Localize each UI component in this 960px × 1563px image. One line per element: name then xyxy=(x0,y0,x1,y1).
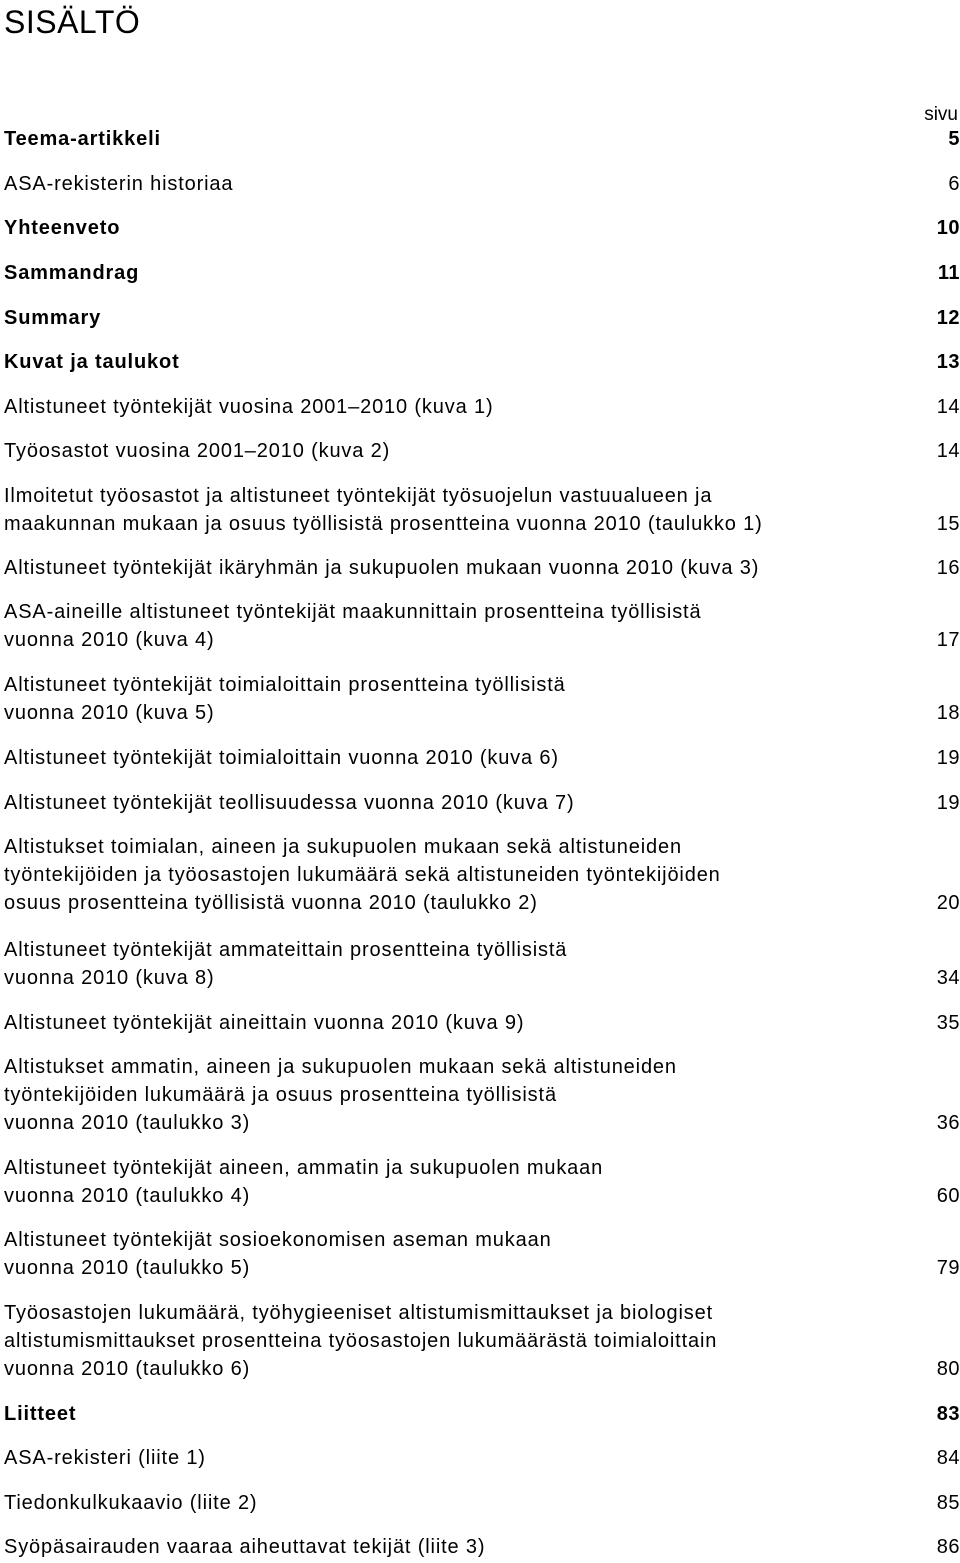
toc-entry xyxy=(4,125,960,153)
toc-entry-title: ASA-rekisteri (liite 1) xyxy=(4,1447,206,1469)
toc-entry xyxy=(4,1489,960,1517)
toc-entry-title: Sammandrag xyxy=(4,262,140,284)
toc-entry-title: Altistuneet työntekijät aineen, ammatin ja sukupuolen mukaan vuonna 2010 (taulukko 4) xyxy=(4,1157,604,1207)
toc-entry-page-number: 5 xyxy=(948,128,960,150)
toc-entry-title: Ilmoitetut työosastot ja altistuneet työntekijät työsuojelun vastuualueen ja maakunnan mukaan ja osuus työllisistä prosentteina vuonna 2010 (taulukko 1) xyxy=(4,485,763,535)
toc-entry-page-number: 79 xyxy=(936,1257,960,1279)
toc-entry xyxy=(4,671,960,727)
toc-entry-page-number: 11 xyxy=(937,262,960,284)
page-column-label: sivu xyxy=(924,104,958,125)
toc-entry-page-number: 34 xyxy=(936,967,960,989)
toc-entry xyxy=(4,789,960,817)
toc-entry xyxy=(4,598,960,654)
toc-entry xyxy=(4,1009,960,1037)
toc-entry-page-number: 17 xyxy=(936,629,960,651)
toc-entry-page-number: 10 xyxy=(936,217,960,239)
toc-entry-page-number: 83 xyxy=(936,1403,960,1425)
toc-entry-title: ASA-rekisterin historiaa xyxy=(4,173,234,195)
toc-entry-page-number: 35 xyxy=(936,1012,960,1034)
toc-entry xyxy=(4,833,960,917)
page-title: SISÄLTÖ xyxy=(4,4,141,40)
toc-entry-page-number: 19 xyxy=(936,792,960,814)
toc-entry-page-number: 80 xyxy=(936,1358,960,1380)
toc-entry-title: Yhteenveto xyxy=(4,217,121,239)
toc-entry-title: Työosastojen lukumäärä, työhygieeniset altistumismittaukset ja biologiset altistumismittaukset prosentteina työosastojen lukumäärästä toimialoittain vuonna 2010 (taulukko 6) xyxy=(4,1302,718,1380)
toc-entry-title: Liitteet xyxy=(4,1403,77,1425)
toc-entry xyxy=(4,1299,960,1383)
toc-entry-page-number: 20 xyxy=(936,892,960,914)
toc-entry xyxy=(4,393,960,421)
toc-entry-page-number: 18 xyxy=(936,702,960,724)
toc-entry-title: Tiedonkulkukaavio (liite 2) xyxy=(4,1492,258,1514)
toc-entry-title: ASA-aineille altistuneet työntekijät maakunnittain prosentteina työllisistä vuonna 2010 (kuva 4) xyxy=(4,601,702,651)
toc-entry-page-number: 16 xyxy=(936,557,960,579)
toc-entry-page-number: 84 xyxy=(936,1447,960,1469)
toc-entry-title: Syöpäsairauden vaaraa aiheuttavat tekijät (liite 3) xyxy=(4,1536,486,1558)
toc-entry-title: Altistuneet työntekijät aineittain vuonna 2010 (kuva 9) xyxy=(4,1012,525,1034)
toc-entry-title: Altistukset ammatin, aineen ja sukupuolen mukaan sekä altistuneiden työntekijöiden lukumäärä ja osuus prosentteina työllisistä vuonna 2010 (taulukko 3) xyxy=(4,1056,677,1134)
toc-entry xyxy=(4,1053,960,1137)
toc-entry-title: Altistuneet työntekijät teollisuudessa vuonna 2010 (kuva 7) xyxy=(4,792,575,814)
toc-entry xyxy=(4,1226,960,1282)
toc-entry xyxy=(4,170,960,198)
toc-entry-page-number: 12 xyxy=(936,307,960,329)
toc-entry xyxy=(4,1444,960,1472)
toc-entry-page-number: 19 xyxy=(936,747,960,769)
toc-entry-title: Altistuneet työntekijät ammateittain prosentteina työllisistä vuonna 2010 (kuva 8) xyxy=(4,939,568,989)
toc-entry-page-number: 14 xyxy=(936,396,960,418)
toc-entry-title: Altistuneet työntekijät sosioekonomisen aseman mukaan vuonna 2010 (taulukko 5) xyxy=(4,1229,552,1279)
toc-entry xyxy=(4,348,960,376)
toc-entry-page-number: 36 xyxy=(936,1112,960,1134)
toc-entry-page-number: 13 xyxy=(936,351,960,373)
toc-entry-page-number: 85 xyxy=(936,1492,960,1514)
toc-entry-title: Altistuneet työntekijät ikäryhmän ja sukupuolen mukaan vuonna 2010 (kuva 3) xyxy=(4,557,760,579)
toc-entry xyxy=(4,259,960,287)
toc-entry-page-number: 6 xyxy=(948,173,960,195)
toc-entry xyxy=(4,744,960,772)
toc-entry-page-number: 14 xyxy=(936,440,960,462)
toc-entry-title: Altistuneet työntekijät toimialoittain vuonna 2010 (kuva 6) xyxy=(4,747,559,769)
toc-entry-page-number: 60 xyxy=(936,1185,960,1207)
toc-entry-title: Altistukset toimialan, aineen ja sukupuolen mukaan sekä altistuneiden työntekijöiden ja työosastojen lukumäärä sekä altistuneiden työntekijöiden osuus prosentteina työllisistä vuonna 2010 (taulukko 2) xyxy=(4,836,721,914)
toc-entry-title: Summary xyxy=(4,307,102,329)
toc-entry xyxy=(4,554,960,582)
toc-entry-title: Altistuneet työntekijät toimialoittain prosentteina työllisistä vuonna 2010 (kuva 5) xyxy=(4,674,566,724)
toc-entry-title: Kuvat ja taulukot xyxy=(4,351,180,373)
toc-entry xyxy=(4,1533,960,1561)
toc-entry-title: Työosastot vuosina 2001–2010 (kuva 2) xyxy=(4,440,391,462)
toc-entry xyxy=(4,304,960,332)
toc-entry-page-number: 15 xyxy=(936,513,960,535)
toc-entry-title: Teema-artikkeli xyxy=(4,128,161,150)
toc-entry-page-number: 86 xyxy=(936,1536,960,1558)
toc-entry xyxy=(4,214,960,242)
toc-entry xyxy=(4,482,960,538)
toc-entry-title: Altistuneet työntekijät vuosina 2001–2010 (kuva 1) xyxy=(4,396,494,418)
toc-entry xyxy=(4,1154,960,1210)
toc-entry xyxy=(4,437,960,465)
toc-entry xyxy=(4,1400,960,1428)
toc-entry xyxy=(4,936,960,992)
